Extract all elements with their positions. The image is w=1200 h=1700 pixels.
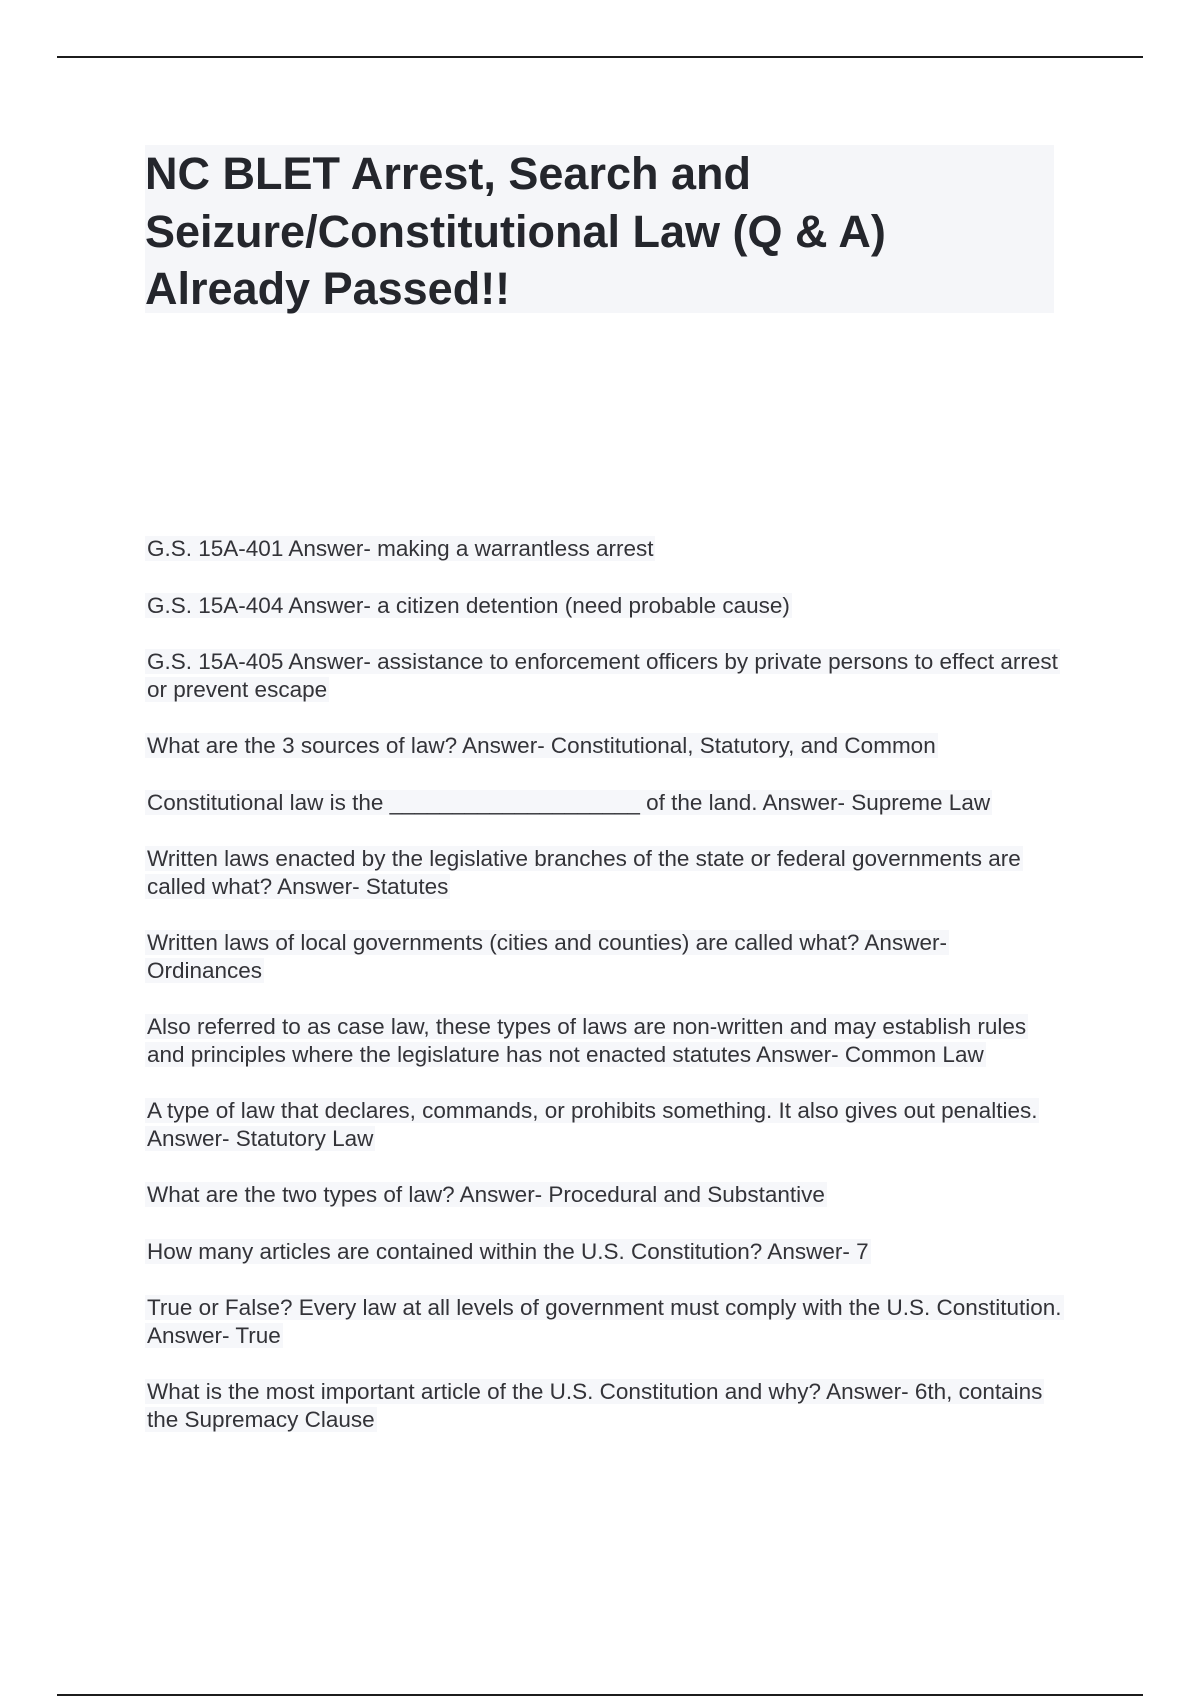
qa-text: What is the most important article of the U.S. Constitution and why? Answer- 6th, contains the Supremacy Clause [147, 1379, 1043, 1432]
qa-item [145, 1238, 1065, 1266]
document-title [145, 145, 1054, 318]
top-rule [57, 56, 1143, 58]
qa-text: G.S. 15A-401 Answer- making a warrantless arrest [147, 536, 654, 561]
qa-text: Constitutional law is the ____________________ of the land. Answer- Supreme Law [147, 789, 991, 815]
title-line: Seizure/Constitutional Law (Q & A) [145, 205, 886, 257]
qa-item [145, 1097, 1065, 1152]
qa-list [145, 535, 1065, 1462]
qa-item [145, 648, 1065, 703]
qa-item [145, 732, 1065, 760]
qa-item [145, 535, 1065, 563]
qa-item [145, 929, 1065, 984]
qa-text: Written laws of local governments (cities and counties) are called what? Answer- Ordinances [147, 930, 947, 983]
qa-item [145, 1181, 1065, 1209]
qa-item [145, 592, 1065, 620]
qa-text: A type of law that declares, commands, or prohibits something. It also gives out penalties. Answer- Statutory Law [147, 1098, 1038, 1151]
qa-item [145, 1294, 1065, 1349]
qa-item [145, 789, 1065, 817]
qa-text: G.S. 15A-404 Answer- a citizen detention (need probable cause) [147, 592, 790, 618]
qa-item [145, 1378, 1065, 1433]
qa-text: Also referred to as case law, these types of laws are non-written and may establish rules and principles where the legislature has not enacted statutes Answer- Common Law [147, 1014, 1027, 1067]
bottom-rule [57, 1694, 1143, 1696]
qa-text: True or False? Every law at all levels of government must comply with the U.S. Constitution. Answer- True [147, 1295, 1062, 1348]
qa-item [145, 1013, 1065, 1068]
title-line: NC BLET Arrest, Search and [145, 148, 751, 199]
qa-item [145, 845, 1065, 900]
qa-text: G.S. 15A-405 Answer- assistance to enforcement officers by private persons to effect arrest or prevent escape [147, 649, 1058, 702]
qa-text: How many articles are contained within the U.S. Constitution? Answer- 7 [147, 1238, 869, 1264]
qa-text: Written laws enacted by the legislative branches of the state or federal governments are called what? Answer- Statutes [147, 846, 1021, 899]
qa-text: What are the 3 sources of law? Answer- Constitutional, Statutory, and Common [147, 733, 936, 758]
qa-text: What are the two types of law? Answer- Procedural and Substantive [147, 1182, 825, 1207]
title-line: Already Passed!! [145, 263, 511, 314]
